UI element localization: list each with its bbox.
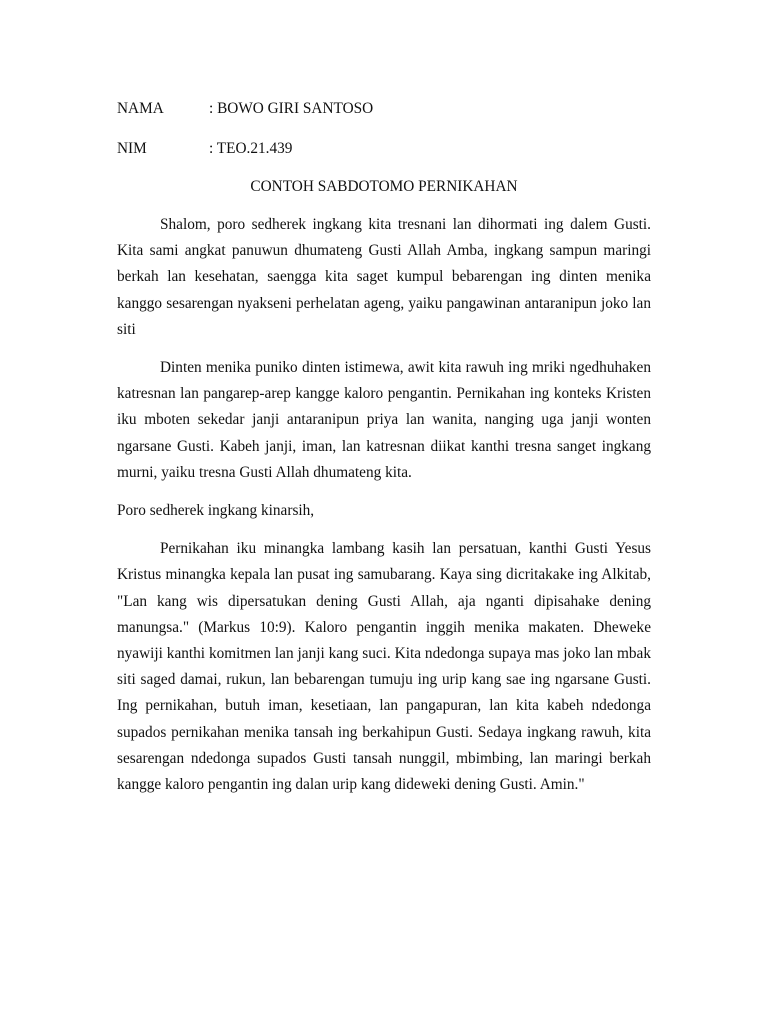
name-value: : BOWO GIRI SANTOSO	[209, 100, 374, 117]
paragraph-marriage-meaning: Pernikahan iku minangka lambang kasih lan persatuan, kanthi Gusti Yesus Kristus minangka kepala lan pusat ing samubarang. Kaya sing dicritakake ing Alkitab, "Lan kang wis dipersatukan dening Gusti Allah, aja nganti dipisahake dening manungsa." (Markus 10:9). Kaloro pengantin inggih menika makaten. Dheweke nyawiji kanthi komitmen lan janji kang suci. Kita ndedonga supaya mas joko lan mbak siti saged damai, rukun, lan bebarengan tumuju ing urip kang sae ing ngarsane Gusti. Ing pernikahan, butuh iman, kesetiaan, lan pangapuran, lan kita kabeh ndedonga supados pernikahan menika tansah ing berkahipun Gusti. Sedaya ingkang rawuh, kita sesarengan ndedonga supados Gusti tansah nunggil, mbimbing, lan maringi berkah kangge kaloro pengantin ing dalan urip kang dideweki dening Gusti. Amin."	[117, 540, 651, 794]
paragraph-opening: Shalom, poro sedherek ingkang kita tresnani lan dihormati ing dalem Gusti. Kita sami angkat panuwun dhumateng Gusti Allah Amba, ingkang sampun maringi berkah lan kesehatan, saengga kita saget kumpul bebarengan ing dinten menika kanggo sesarengan nyakseni perhelatan ageng, yaiku pangawinan antaranipun joko lan siti	[117, 216, 651, 338]
student-id-field	[117, 136, 651, 162]
name-field	[117, 96, 651, 122]
name-label: NAMA	[117, 100, 164, 117]
student-id-label: NIM	[117, 140, 147, 157]
document-body	[117, 96, 651, 798]
student-id-value: : TEO.21.439	[209, 140, 293, 157]
paragraph-special-day: Dinten menika puniko dinten istimewa, awit kita rawuh ing mriki ngedhuhaken katresnan lan pangarep-arep kangge kaloro pengantin. Pernikahan ing konteks Kristen iku mboten sekedar janji antaranipun priya lan wanita, nanging uga janji wonten ngarsane Gusti. Kabeh janji, iman, lan katresnan diikat kanthi tresna sanget ingkang murni, yaiku tresna Gusti Allah dhumateng kita.	[117, 359, 651, 481]
document-title: CONTOH SABDOTOMO PERNIKAHAN	[250, 178, 518, 195]
paragraph-salutation: Poro sedherek ingkang kinarsih,	[117, 502, 315, 520]
